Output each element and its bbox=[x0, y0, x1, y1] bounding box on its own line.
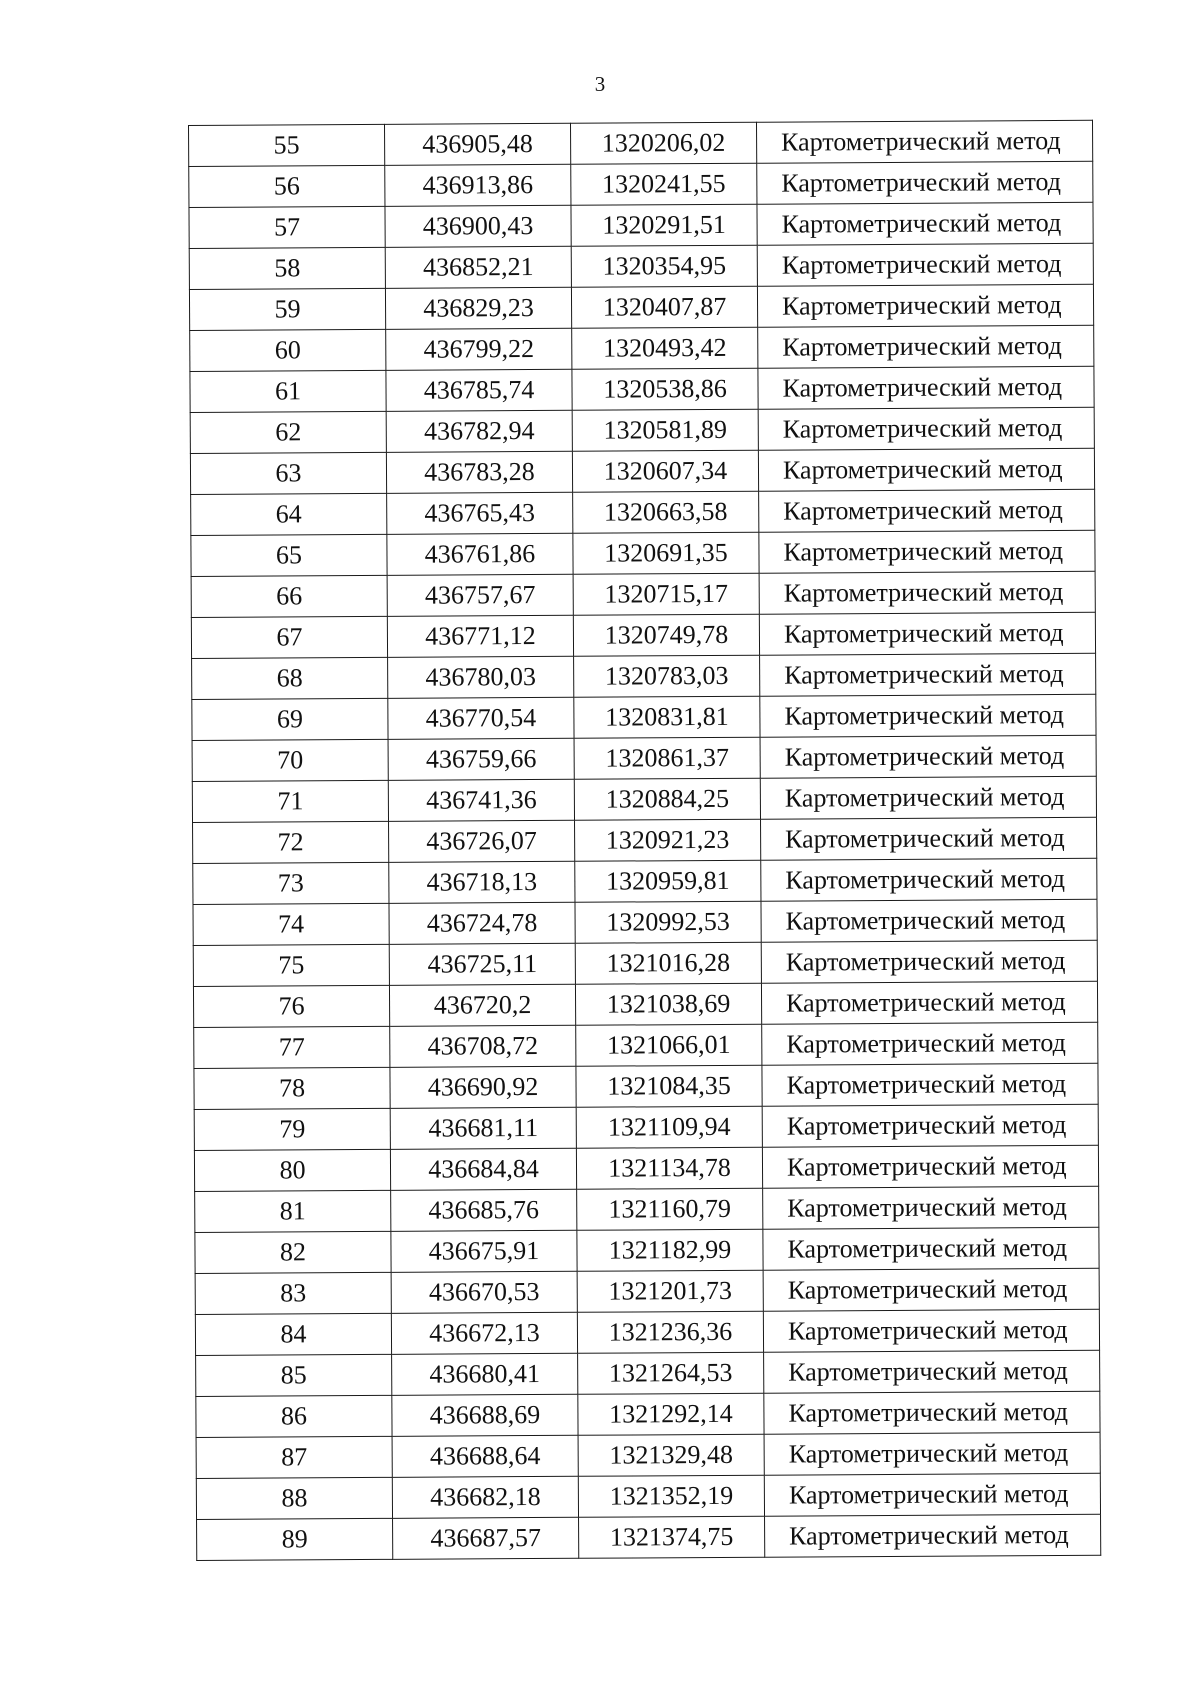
cell-point-number: 59 bbox=[189, 288, 385, 330]
cell-y-coordinate: 1321066,01 bbox=[576, 1024, 762, 1066]
cell-x-coordinate: 436782,94 bbox=[386, 410, 572, 452]
table-row bbox=[191, 530, 1095, 576]
cell-x-coordinate: 436690,92 bbox=[390, 1066, 576, 1108]
cell-point-number: 73 bbox=[193, 862, 389, 904]
table-row bbox=[189, 161, 1093, 207]
cell-y-coordinate: 1320607,34 bbox=[572, 450, 758, 492]
table-row bbox=[193, 817, 1097, 863]
cell-method: Картометрический метод bbox=[763, 1186, 1099, 1229]
cell-x-coordinate: 436670,53 bbox=[391, 1271, 577, 1313]
cell-x-coordinate: 436718,13 bbox=[389, 861, 575, 903]
cell-x-coordinate: 436724,78 bbox=[389, 902, 575, 944]
cell-method: Картометрический метод bbox=[758, 366, 1094, 409]
table-row bbox=[195, 1227, 1099, 1273]
cell-method: Картометрический метод bbox=[757, 243, 1093, 286]
cell-x-coordinate: 436759,66 bbox=[388, 738, 574, 780]
cell-method: Картометрический метод bbox=[763, 1309, 1099, 1352]
cell-method: Картометрический метод bbox=[763, 1227, 1099, 1270]
cell-point-number: 75 bbox=[193, 944, 389, 986]
table-row bbox=[193, 858, 1097, 904]
table-row bbox=[196, 1391, 1100, 1437]
cell-y-coordinate: 1320206,02 bbox=[570, 122, 756, 164]
cell-point-number: 89 bbox=[197, 1518, 393, 1560]
cell-y-coordinate: 1320749,78 bbox=[573, 614, 759, 656]
cell-method: Картометрический метод bbox=[760, 735, 1096, 778]
table-row bbox=[197, 1514, 1101, 1560]
cell-y-coordinate: 1321016,28 bbox=[575, 942, 761, 984]
cell-method: Картометрический метод bbox=[761, 940, 1097, 983]
cell-x-coordinate: 436741,36 bbox=[388, 779, 574, 821]
table-row bbox=[189, 120, 1093, 166]
cell-y-coordinate: 1321264,53 bbox=[578, 1352, 764, 1394]
cell-point-number: 64 bbox=[191, 493, 387, 535]
cell-method: Картометрический метод bbox=[758, 448, 1094, 491]
cell-y-coordinate: 1320921,23 bbox=[575, 819, 761, 861]
cell-y-coordinate: 1321160,79 bbox=[577, 1188, 763, 1230]
table-row bbox=[194, 1145, 1098, 1191]
cell-point-number: 57 bbox=[189, 206, 385, 248]
table-row bbox=[189, 243, 1093, 289]
cell-point-number: 66 bbox=[191, 575, 387, 617]
cell-y-coordinate: 1321292,14 bbox=[578, 1393, 764, 1435]
cell-x-coordinate: 436684,84 bbox=[390, 1148, 576, 1190]
cell-method: Картометрический метод bbox=[765, 1514, 1101, 1557]
cell-method: Картометрический метод bbox=[758, 407, 1094, 450]
cell-y-coordinate: 1321329,48 bbox=[578, 1434, 764, 1476]
cell-point-number: 80 bbox=[194, 1149, 390, 1191]
table-row bbox=[196, 1350, 1100, 1396]
table-row bbox=[190, 325, 1094, 371]
cell-point-number: 79 bbox=[194, 1108, 390, 1150]
cell-point-number: 63 bbox=[190, 452, 386, 494]
table-row bbox=[191, 612, 1095, 658]
cell-method: Картометрический метод bbox=[761, 981, 1097, 1024]
cell-x-coordinate: 436688,64 bbox=[392, 1435, 578, 1477]
cell-method: Картометрический метод bbox=[757, 284, 1093, 327]
cell-method: Картометрический метод bbox=[761, 899, 1097, 942]
cell-x-coordinate: 436672,13 bbox=[391, 1312, 577, 1354]
cell-x-coordinate: 436829,23 bbox=[385, 287, 571, 329]
cell-point-number: 55 bbox=[189, 124, 385, 166]
cell-y-coordinate: 1321084,35 bbox=[576, 1065, 762, 1107]
cell-y-coordinate: 1321201,73 bbox=[577, 1270, 763, 1312]
cell-y-coordinate: 1320241,55 bbox=[571, 163, 757, 205]
cell-method: Картометрический метод bbox=[759, 530, 1095, 573]
cell-point-number: 67 bbox=[191, 616, 387, 658]
cell-point-number: 76 bbox=[193, 985, 389, 1027]
table-row bbox=[191, 571, 1095, 617]
cell-method: Картометрический метод bbox=[762, 1063, 1098, 1106]
cell-method: Картометрический метод bbox=[764, 1391, 1100, 1434]
cell-point-number: 78 bbox=[194, 1067, 390, 1109]
cell-method: Картометрический метод bbox=[756, 120, 1092, 163]
table-row bbox=[196, 1432, 1100, 1478]
cell-method: Картометрический метод bbox=[759, 489, 1095, 532]
cell-y-coordinate: 1320663,58 bbox=[573, 491, 759, 533]
cell-method: Картометрический метод bbox=[761, 858, 1097, 901]
cell-y-coordinate: 1320831,81 bbox=[574, 696, 760, 738]
cell-y-coordinate: 1320691,35 bbox=[573, 532, 759, 574]
cell-point-number: 86 bbox=[196, 1395, 392, 1437]
table-row bbox=[191, 489, 1095, 535]
cell-y-coordinate: 1321038,69 bbox=[575, 983, 761, 1025]
table-row bbox=[190, 366, 1094, 412]
cell-y-coordinate: 1320884,25 bbox=[574, 778, 760, 820]
cell-x-coordinate: 436761,86 bbox=[387, 533, 573, 575]
cell-y-coordinate: 1320861,37 bbox=[574, 737, 760, 779]
table-row bbox=[193, 940, 1097, 986]
cell-x-coordinate: 436726,07 bbox=[389, 820, 575, 862]
cell-x-coordinate: 436783,28 bbox=[386, 451, 572, 493]
table-row bbox=[193, 899, 1097, 945]
cell-point-number: 69 bbox=[192, 698, 388, 740]
cell-y-coordinate: 1320783,03 bbox=[574, 655, 760, 697]
table-row bbox=[196, 1473, 1100, 1519]
cell-x-coordinate: 436905,48 bbox=[384, 123, 570, 165]
cell-point-number: 56 bbox=[189, 165, 385, 207]
table-row bbox=[189, 284, 1093, 330]
cell-method: Картометрический метод bbox=[762, 1145, 1098, 1188]
cell-x-coordinate: 436913,86 bbox=[385, 164, 571, 206]
cell-y-coordinate: 1321182,99 bbox=[577, 1229, 763, 1271]
cell-x-coordinate: 436682,18 bbox=[392, 1476, 578, 1518]
cell-y-coordinate: 1320407,87 bbox=[571, 286, 757, 328]
table-row bbox=[189, 202, 1093, 248]
cell-point-number: 60 bbox=[190, 329, 386, 371]
cell-method: Картометрический метод bbox=[764, 1432, 1100, 1475]
cell-point-number: 81 bbox=[195, 1190, 391, 1232]
table-row bbox=[192, 694, 1096, 740]
cell-point-number: 62 bbox=[190, 411, 386, 453]
cell-x-coordinate: 436765,43 bbox=[387, 492, 573, 534]
cell-method: Картометрический метод bbox=[760, 694, 1096, 737]
cell-method: Картометрический метод bbox=[762, 1022, 1098, 1065]
cell-y-coordinate: 1320581,89 bbox=[572, 409, 758, 451]
cell-y-coordinate: 1320959,81 bbox=[575, 860, 761, 902]
cell-y-coordinate: 1321134,78 bbox=[576, 1147, 762, 1189]
table-row bbox=[190, 407, 1094, 453]
cell-y-coordinate: 1321109,94 bbox=[576, 1106, 762, 1148]
cell-x-coordinate: 436780,03 bbox=[388, 656, 574, 698]
cell-y-coordinate: 1321236,36 bbox=[577, 1311, 763, 1353]
table-row bbox=[195, 1186, 1099, 1232]
page-number: 3 bbox=[594, 72, 606, 96]
table-row bbox=[192, 735, 1096, 781]
table-row bbox=[192, 776, 1096, 822]
cell-y-coordinate: 1320493,42 bbox=[572, 327, 758, 369]
cell-method: Картометрический метод bbox=[757, 202, 1093, 245]
cell-method: Картометрический метод bbox=[763, 1268, 1099, 1311]
cell-point-number: 72 bbox=[193, 821, 389, 863]
cell-x-coordinate: 436900,43 bbox=[385, 205, 571, 247]
cell-x-coordinate: 436725,11 bbox=[389, 943, 575, 985]
cell-method: Картометрический метод bbox=[761, 817, 1097, 860]
cell-method: Картометрический метод bbox=[760, 653, 1096, 696]
cell-x-coordinate: 436852,21 bbox=[385, 246, 571, 288]
cell-y-coordinate: 1320354,95 bbox=[571, 245, 757, 287]
cell-method: Картометрический метод bbox=[757, 161, 1093, 204]
cell-y-coordinate: 1320291,51 bbox=[571, 204, 757, 246]
cell-point-number: 74 bbox=[193, 903, 389, 945]
cell-x-coordinate: 436680,41 bbox=[392, 1353, 578, 1395]
cell-point-number: 71 bbox=[192, 780, 388, 822]
table-row bbox=[194, 1063, 1098, 1109]
cell-x-coordinate: 436799,22 bbox=[386, 328, 572, 370]
cell-point-number: 68 bbox=[192, 657, 388, 699]
table-row bbox=[195, 1309, 1099, 1355]
coordinates-table bbox=[188, 120, 1101, 1561]
cell-x-coordinate: 436708,72 bbox=[390, 1025, 576, 1067]
cell-point-number: 70 bbox=[192, 739, 388, 781]
cell-x-coordinate: 436675,91 bbox=[391, 1230, 577, 1272]
cell-point-number: 61 bbox=[190, 370, 386, 412]
cell-method: Картометрический метод bbox=[764, 1473, 1100, 1516]
coordinates-table-body bbox=[189, 120, 1101, 1560]
cell-method: Картометрический метод bbox=[764, 1350, 1100, 1393]
table-row bbox=[192, 653, 1096, 699]
cell-x-coordinate: 436757,67 bbox=[387, 574, 573, 616]
cell-method: Картометрический метод bbox=[762, 1104, 1098, 1147]
cell-point-number: 82 bbox=[195, 1231, 391, 1273]
table-row bbox=[194, 1104, 1098, 1150]
table-row bbox=[190, 448, 1094, 494]
cell-x-coordinate: 436685,76 bbox=[391, 1189, 577, 1231]
cell-method: Картометрический метод bbox=[759, 571, 1095, 614]
table-row bbox=[195, 1268, 1099, 1314]
cell-point-number: 85 bbox=[196, 1354, 392, 1396]
cell-x-coordinate: 436720,2 bbox=[389, 984, 575, 1026]
cell-point-number: 77 bbox=[194, 1026, 390, 1068]
cell-y-coordinate: 1321374,75 bbox=[579, 1516, 765, 1558]
cell-x-coordinate: 436785,74 bbox=[386, 369, 572, 411]
cell-y-coordinate: 1320715,17 bbox=[573, 573, 759, 615]
cell-x-coordinate: 436681,11 bbox=[390, 1107, 576, 1149]
cell-x-coordinate: 436688,69 bbox=[392, 1394, 578, 1436]
cell-point-number: 58 bbox=[189, 247, 385, 289]
cell-method: Картометрический метод bbox=[758, 325, 1094, 368]
table-row bbox=[193, 981, 1097, 1027]
cell-point-number: 83 bbox=[195, 1272, 391, 1314]
cell-y-coordinate: 1321352,19 bbox=[578, 1475, 764, 1517]
cell-point-number: 88 bbox=[196, 1477, 392, 1519]
cell-x-coordinate: 436771,12 bbox=[387, 615, 573, 657]
cell-point-number: 84 bbox=[195, 1313, 391, 1355]
cell-y-coordinate: 1320538,86 bbox=[572, 368, 758, 410]
table-row bbox=[194, 1022, 1098, 1068]
cell-x-coordinate: 436687,57 bbox=[393, 1517, 579, 1559]
cell-y-coordinate: 1320992,53 bbox=[575, 901, 761, 943]
cell-method: Картометрический метод bbox=[759, 612, 1095, 655]
cell-x-coordinate: 436770,54 bbox=[388, 697, 574, 739]
cell-point-number: 65 bbox=[191, 534, 387, 576]
cell-point-number: 87 bbox=[196, 1436, 392, 1478]
cell-method: Картометрический метод bbox=[760, 776, 1096, 819]
